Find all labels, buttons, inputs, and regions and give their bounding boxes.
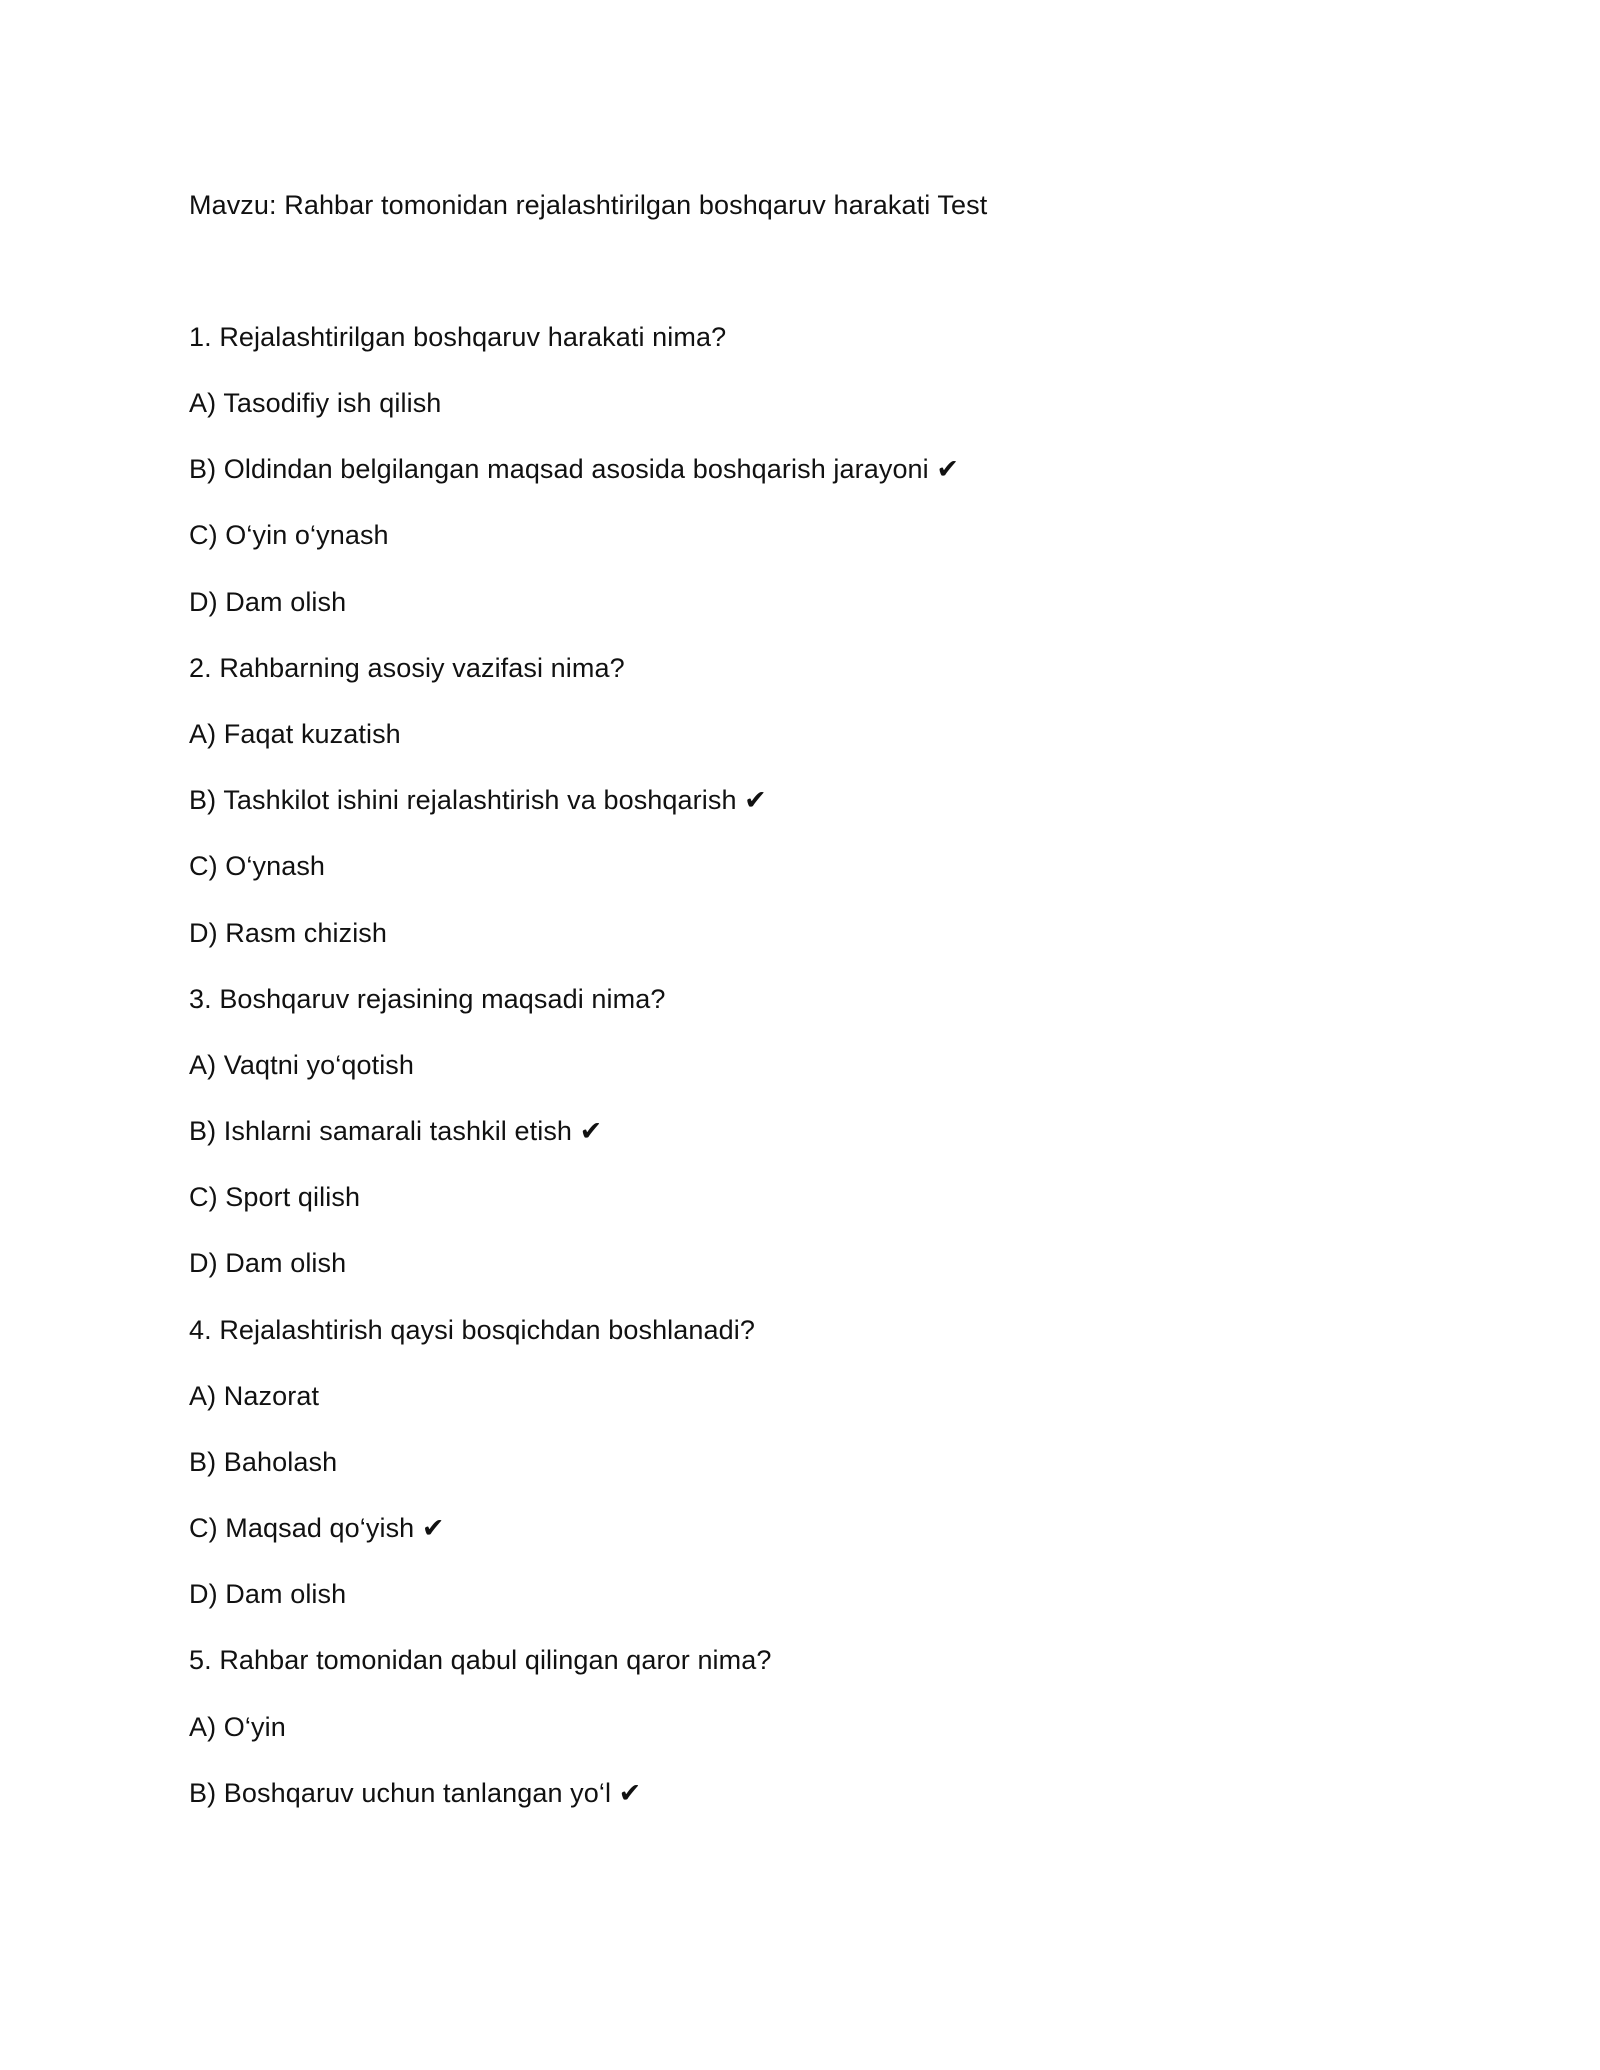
answer-option: A) Tasodifiy ish qilish (189, 388, 442, 418)
answer-option-correct: B) Tashkilot ishini rejalashtirish va boshqarish ✔ (189, 785, 767, 815)
question-4: 4. Rejalashtirish qaysi bosqichdan boshlanadi? (189, 1315, 755, 1345)
answer-option: D) Dam olish (189, 1248, 347, 1278)
answer-option: B) Baholash (189, 1447, 338, 1477)
answer-option-correct: B) Ishlarni samarali tashkil etish ✔ (189, 1116, 603, 1146)
document-title: Mavzu: Rahbar tomonidan rejalashtirilgan boshqaruv harakati Test (189, 190, 988, 220)
answer-option-correct: B) Oldindan belgilangan maqsad asosida boshqarish jarayoni ✔ (189, 454, 960, 484)
answer-option: C) O‘yin o‘ynash (189, 520, 389, 550)
question-2: 2. Rahbarning asosiy vazifasi nima? (189, 653, 625, 683)
answer-option: C) Sport qilish (189, 1182, 361, 1212)
answer-option: A) Nazorat (189, 1381, 320, 1411)
answer-option: A) Vaqtni yo‘qotish (189, 1050, 415, 1080)
question-3: 3. Boshqaruv rejasining maqsadi nima? (189, 984, 666, 1014)
answer-option: C) O‘ynash (189, 851, 326, 881)
answer-option: D) Dam olish (189, 1579, 347, 1609)
answer-option-correct: B) Boshqaruv uchun tanlangan yo‘l ✔ (189, 1778, 642, 1808)
answer-option-correct: C) Maqsad qo‘yish ✔ (189, 1513, 445, 1543)
answer-option: A) O‘yin (189, 1712, 286, 1742)
answer-option: D) Rasm chizish (189, 918, 388, 948)
question-1: 1. Rejalashtirilgan boshqaruv harakati nima? (189, 322, 727, 352)
answer-option: A) Faqat kuzatish (189, 719, 401, 749)
answer-option: D) Dam olish (189, 587, 347, 617)
question-5: 5. Rahbar tomonidan qabul qilingan qaror nima? (189, 1645, 772, 1675)
